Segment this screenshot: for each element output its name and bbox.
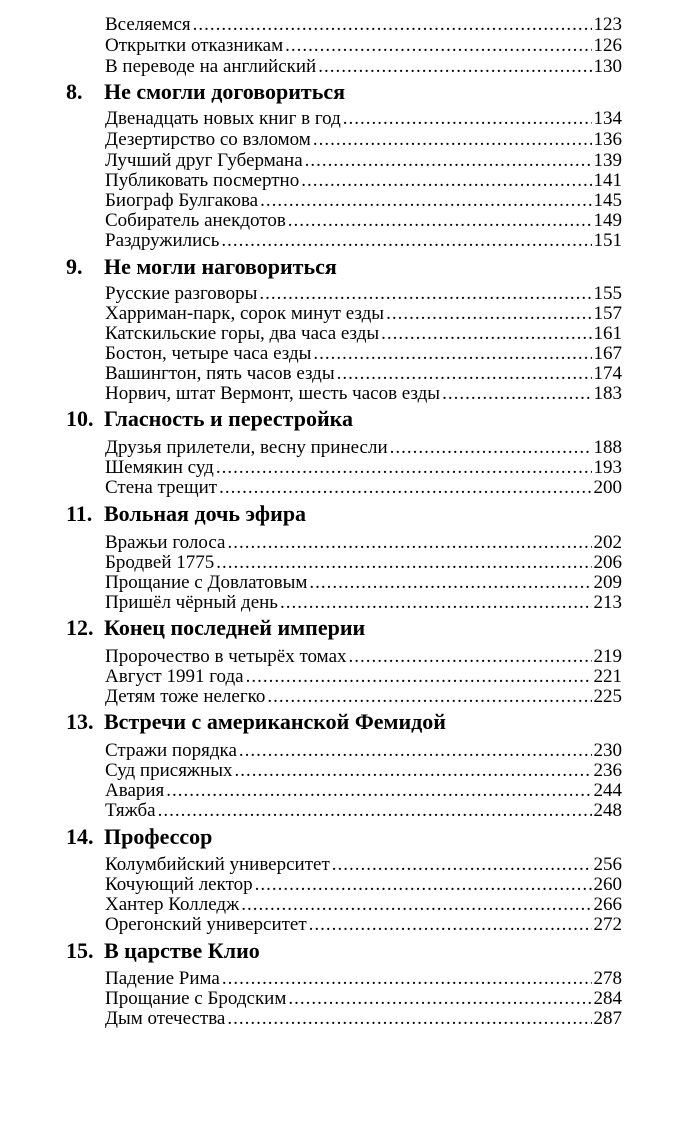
toc-entry-page: 157	[593, 303, 622, 324]
toc-entry	[105, 56, 622, 78]
chapter-heading	[66, 78, 626, 106]
toc-entry-title: Биограф Булгакова	[105, 190, 259, 211]
dot-leader	[246, 666, 592, 688]
toc-entry-title: Дезертирство со взломом	[105, 129, 311, 150]
toc-entry-title: Русские разговоры	[105, 283, 258, 304]
chapter-number: 11.	[66, 501, 93, 526]
toc-entry-page: 136	[593, 129, 622, 150]
toc-entry	[105, 323, 622, 345]
toc-entry-title: Друзья прилетели, весну принесли	[105, 437, 388, 458]
toc-entry	[105, 150, 622, 172]
toc-entry	[105, 686, 622, 708]
dot-leader	[267, 686, 591, 708]
toc-entry-page: 145	[593, 190, 622, 211]
toc-entry-page: 278	[593, 968, 622, 989]
toc-entry	[105, 800, 622, 822]
dot-leader	[301, 170, 591, 192]
toc-entry	[105, 477, 622, 499]
toc-entry-title: Орегонский университет	[105, 914, 307, 935]
toc-entry	[105, 283, 622, 305]
toc-entry-title: Открытки отказникам	[105, 35, 284, 56]
chapter-number: 10.	[66, 406, 94, 431]
chapter-title: Конец последней империи	[104, 615, 366, 640]
toc-entry-title: Стена трещит	[105, 477, 218, 498]
dot-leader	[280, 592, 592, 614]
toc-entry-title: Суд присяжных	[105, 760, 233, 781]
toc-entry	[105, 894, 622, 916]
dot-leader	[239, 740, 592, 762]
toc-entry	[105, 129, 622, 151]
chapter-heading	[66, 708, 626, 736]
toc-entry	[105, 170, 622, 192]
toc-entry-page: 151	[593, 230, 622, 251]
toc-entry-title: Кочующий лектор	[105, 874, 253, 895]
dot-leader	[343, 108, 592, 130]
toc-entry	[105, 646, 622, 668]
chapter-number: 13.	[66, 709, 94, 734]
chapter-title: Не смогли договориться	[104, 79, 346, 104]
dot-leader	[309, 914, 592, 936]
dot-leader	[309, 572, 591, 594]
dot-leader	[259, 283, 591, 305]
dot-leader	[288, 988, 591, 1010]
chapter-number: 14.	[66, 824, 94, 849]
toc-entry	[105, 572, 622, 594]
toc-entry-title: Дым отечества	[105, 1008, 226, 1029]
chapter-title: Профессор	[104, 824, 213, 849]
toc-entry-page: 155	[593, 283, 622, 304]
toc-entry	[105, 740, 622, 762]
toc-entry-page: 230	[593, 740, 622, 761]
dot-leader	[288, 210, 592, 232]
toc-entry-title: В переводе на английский	[105, 56, 317, 77]
dot-leader	[227, 532, 591, 554]
dot-leader	[235, 760, 592, 782]
toc-entry-title: Харриман-парк, сорок минут езды	[105, 303, 385, 324]
toc-entry-title: Вашингтон, пять часов езды	[105, 363, 335, 384]
toc-entry-page: 188	[593, 437, 622, 458]
toc-entry-page: 141	[593, 170, 622, 191]
chapter-number: 8.	[66, 79, 83, 104]
dot-leader	[260, 190, 591, 212]
chapter-heading	[66, 405, 626, 433]
toc-entry-page: 130	[593, 56, 622, 77]
dot-leader	[227, 1008, 591, 1030]
toc-entry-title: Вселяемся	[105, 14, 191, 35]
dot-leader	[337, 363, 592, 385]
toc-entry	[105, 383, 622, 405]
toc-entry-title: Прощание с Довлатовым	[105, 572, 308, 593]
toc-entry-page: 200	[593, 477, 622, 498]
toc-entry-title: Август 1991 года	[105, 666, 244, 687]
toc-entry-page: 134	[593, 108, 622, 129]
toc-entry	[105, 35, 622, 57]
toc-entry	[105, 854, 622, 876]
toc-entry-title: Прощание с Бродским	[105, 988, 287, 1009]
toc-entry	[105, 988, 622, 1010]
dot-leader	[390, 437, 592, 459]
toc-entry	[105, 968, 622, 990]
toc-entry	[105, 108, 622, 130]
chapter-title: Вольная дочь эфира	[104, 501, 307, 526]
toc-entry-page: 248	[593, 800, 622, 821]
toc-entry-title: Пророчество в четырёх томах	[105, 646, 347, 667]
toc-entry	[105, 760, 622, 782]
toc-entry	[105, 210, 622, 232]
toc-entry	[105, 914, 622, 936]
toc-entry-page: 149	[593, 210, 622, 231]
toc-entry-title: Бродвей 1775	[105, 552, 215, 573]
dot-leader	[221, 230, 591, 252]
dot-leader	[255, 874, 592, 896]
dot-leader	[386, 303, 591, 325]
toc-entry-title: Собиратель анекдотов	[105, 210, 286, 231]
dot-leader	[285, 35, 591, 57]
toc-entry-title: Норвич, штат Вермонт, шесть часов езды	[105, 383, 441, 404]
toc-entry	[105, 666, 622, 688]
toc-entry-page: 174	[593, 363, 622, 384]
dot-leader	[216, 552, 591, 574]
toc-entry-title: Лучший друг Губермана	[105, 150, 303, 171]
toc-entry-page: 126	[593, 35, 622, 56]
toc-entry-page: 206	[593, 552, 622, 573]
toc-entry-title: Катскильские горы, два часа езды	[105, 323, 380, 344]
toc-entry	[105, 780, 622, 802]
toc-entry-title: Падение Рима	[105, 968, 220, 989]
toc-entry-page: 266	[593, 894, 622, 915]
toc-entry-title: Бостон, четыре часа езды	[105, 343, 312, 364]
toc-entry-page: 213	[593, 592, 622, 613]
toc-entry-title: Раздружились	[105, 230, 220, 251]
toc-entry-page: 219	[593, 646, 622, 667]
toc-entry-title: Авария	[105, 780, 165, 801]
toc-entry-title: Пришёл чёрный день	[105, 592, 278, 613]
chapter-number: 12.	[66, 615, 94, 640]
toc-entry	[105, 190, 622, 212]
chapter-title: В царстве Клио	[104, 938, 260, 963]
toc-entry	[105, 363, 622, 385]
toc-entry-page: 209	[593, 572, 622, 593]
dot-leader	[158, 800, 592, 822]
chapter-title: Встречи с американской Фемидой	[104, 709, 446, 734]
toc-entry-title: Стражи порядка	[105, 740, 237, 761]
toc-entry-page: 123	[593, 14, 622, 35]
toc-entry	[105, 14, 622, 36]
chapter-heading	[66, 937, 626, 965]
toc-entry	[105, 592, 622, 614]
chapter-heading	[66, 253, 626, 281]
toc-entry-page: 287	[593, 1008, 622, 1029]
dot-leader	[313, 129, 592, 151]
dot-leader	[305, 150, 592, 172]
toc-entry-title: Хантер Колледж	[105, 894, 240, 915]
toc-entry-title: Публиковать посмертно	[105, 170, 300, 191]
toc-entry	[105, 552, 622, 574]
toc-entry	[105, 343, 622, 365]
toc-entry	[105, 230, 622, 252]
toc-entry	[105, 1008, 622, 1030]
chapter-heading	[66, 614, 626, 642]
dot-leader	[219, 477, 591, 499]
toc-entry-title: Колумбийский университет	[105, 854, 330, 875]
dot-leader	[332, 854, 592, 876]
toc-entry-page: 139	[593, 150, 622, 171]
dot-leader	[216, 457, 592, 479]
chapter-title: Гласность и перестройка	[104, 406, 353, 431]
toc-entry-page: 221	[593, 666, 622, 687]
toc-entry-page: 236	[593, 760, 622, 781]
dot-leader	[381, 323, 591, 345]
toc-entry	[105, 303, 622, 325]
dot-leader	[349, 646, 592, 668]
dot-leader	[193, 14, 592, 36]
toc-entry-page: 260	[593, 874, 622, 895]
toc-entry-title: Вражьи голоса	[105, 532, 226, 553]
toc-entry-page: 183	[593, 383, 622, 404]
toc-entry-page: 225	[593, 686, 622, 707]
toc-entry-page: 167	[593, 343, 622, 364]
toc-entry	[105, 457, 622, 479]
chapter-title: Не могли наговориться	[104, 254, 337, 279]
dot-leader	[313, 343, 591, 365]
toc-entry-page: 244	[593, 780, 622, 801]
chapter-heading	[66, 823, 626, 851]
toc-entry-page: 284	[593, 988, 622, 1009]
dot-leader	[318, 56, 591, 78]
dot-leader	[222, 968, 592, 990]
toc-entry-title: Тяжба	[105, 800, 156, 821]
toc-entry-page: 193	[593, 457, 622, 478]
chapter-number: 15.	[66, 938, 94, 963]
toc-entry-page: 272	[593, 914, 622, 935]
dot-leader	[241, 894, 591, 916]
chapter-number: 9.	[66, 254, 83, 279]
chapter-heading	[66, 500, 626, 528]
dot-leader	[442, 383, 591, 405]
toc-entry	[105, 532, 622, 554]
toc-entry	[105, 874, 622, 896]
dot-leader	[166, 780, 591, 802]
toc-entry	[105, 437, 622, 459]
toc-entry-title: Двенадцать новых книг в год	[105, 108, 341, 129]
toc-entry-title: Шемякин суд	[105, 457, 214, 478]
toc-entry-page: 256	[593, 854, 622, 875]
toc-entry-page: 161	[593, 323, 622, 344]
toc-entry-title: Детям тоже нелегко	[105, 686, 266, 707]
toc-entry-page: 202	[593, 532, 622, 553]
